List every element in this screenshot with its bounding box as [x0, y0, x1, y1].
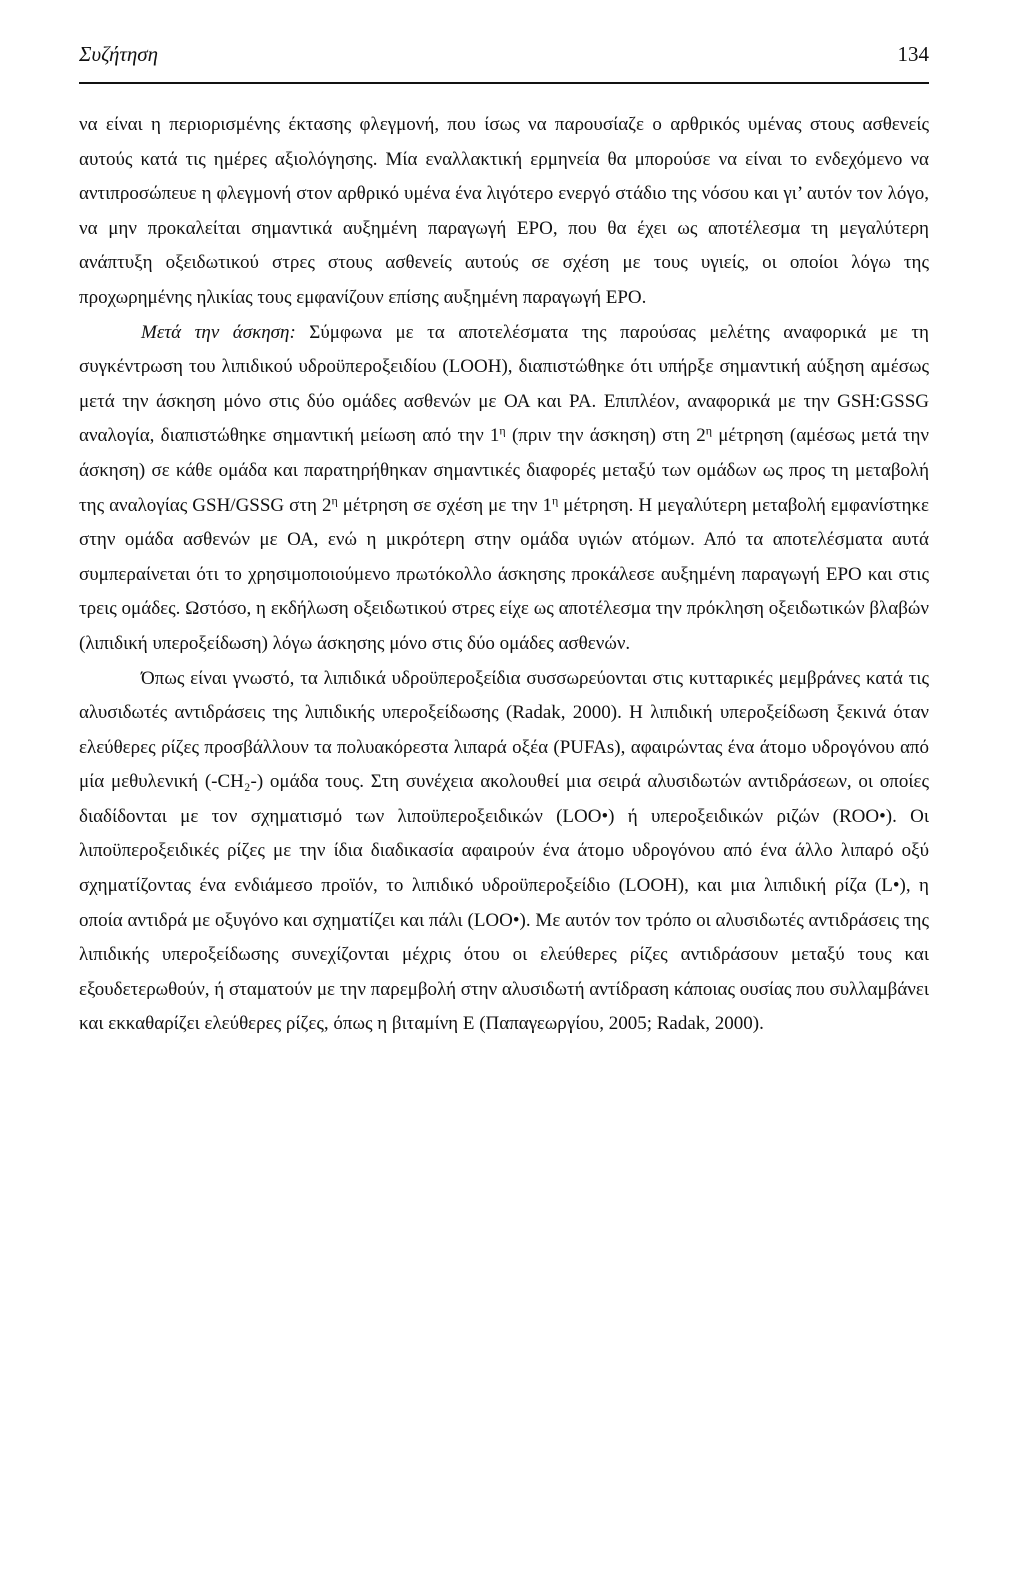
paragraph-after-exercise — [79, 316, 929, 662]
page-number: 134 — [897, 42, 929, 66]
paragraph-text-segment: (πριν την άσκηση) στη 2 — [505, 425, 706, 447]
paragraph-lead-label: Μετά την άσκηση: — [141, 321, 296, 343]
paragraph-text-segment: μέτρηση σε σχέση με την 1 — [337, 494, 552, 516]
ordinal-superscript: η — [705, 423, 712, 438]
paragraph-text-segment: Σύμφωνα με τα αποτελέσματα της παρούσας μελέτης αναφορικά με τη συγκέντρωση του λιπιδικού υδροϋπεροξειδίου (LOOH), διαπιστώθηκε ότι υπήρξε σημαντική αύξηση αμέσως μετά την άσκηση μόνο στις δύο ομάδες ασθενών με ΟΑ και ΡΑ. Επιπλέον, αναφορικά με την GSH:GSSG αναλογία, διαπιστώθηκε σημαντική μείωση από την 1 — [79, 321, 929, 447]
page-body — [79, 108, 929, 1042]
paragraph-text-segment: μέτρηση. Η μεγαλύτερη μεταβολή εμφανίστηκε στην ομάδα ασθενών με ΟΑ, ενώ η μικρότερη στην ομάδα υγιών ατόμων. Από τα αποτελέσματα αυτά συμπεραίνεται ότι το χρησιμοποιούμενο πρωτόκολλο άσκησης προκάλεσε αυξημένη παραγωγή ΕΡΟ και στις τρεις ομάδες. Ωστόσο, η εκδήλωση οξειδωτικού στρες είχε ως αποτέλεσμα την πρόκληση οξειδωτικών βλαβών (λιπιδική υπεροξείδωση) λόγω άσκησης μόνο στις δύο ομάδες ασθενών. — [79, 494, 929, 654]
paragraph-continuation: να είναι η περιορισμένης έκτασης φλεγμονή, που ίσως να παρουσίαζε ο αρθρικός υμένας στους ασθενείς αυτούς κατά τις ημέρες αξιολόγησης. Μία εναλλακτική ερμηνεία θα μπορούσε να είναι το ενδεχόμενο να αντιπροσώπευε η φλεγμονή στον αρθρικό υμένα ένα λιγότερο ενεργό στάδιο της νόσου και γι’ αυτόν τον λόγο, να μην προκαλείται σημαντικά αυξημένη παραγωγή ΕΡΟ, που θα έχει ως αποτέλεσμα τη μεγαλύτερη ανάπτυξη οξειδωτικού στρες στους ασθενείς αυτούς σε σχέση με τους υγιείς, οι οποίοι λόγω της προχωρημένης ηλικίας τους εμφανίζουν επίσης αυξημένη παραγωγή ΕΡΟ. — [79, 114, 929, 308]
ordinal-superscript: η — [499, 423, 506, 438]
running-header — [79, 42, 929, 84]
paragraph-text-segment: μέτρηση (αμέσως μετά την άσκηση) σε κάθε ομάδα και παρατηρήθηκαν σημαντικές διαφορές μεταξύ των ομάδων ως προς τη μεταβολή της αναλογίας GSH/GSSG στη 2 — [79, 425, 929, 516]
section-title: Συζήτηση — [79, 42, 159, 66]
ordinal-superscript: η — [551, 492, 559, 507]
ordinal-superscript: η — [331, 492, 338, 507]
paragraph-lipid-peroxidation: Όπως είναι γνωστό, τα λιπιδικά υδροϋπεροξείδια συσσωρεύονται στις κυτταρικές μεμβράνες κατά τις αλυσιδωτές αντιδράσεις της λιπιδικής υπεροξείδωσης (Radak, 2000). Η λιπιδική υπεροξείδωση ξεκινά όταν ελεύθερες ρίζες προσβάλλουν τα πολυακόρεστα λιπαρά οξέα (PUFAs), αφαιρώντας ένα άτομο υδρογόνου από μία μεθυλενική (-CH₂-) ομάδα τους. Στη συνέχεια ακολουθεί μια σειρά αλυσιδωτών αντιδράσεων, οι οποίες διαδίδονται με τον σχηματισμό των λιποϋπεροξειδικών (LOO•) ή υπεροξειδικών ριζών (ROO•). Οι λιποϋπεροξειδικές ρίζες με την ίδια διαδικασία αφαιρούν ένα άτομο υδρογόνου από ένα άλλο λιπαρό οξύ σχηματίζοντας ένα ενδιάμεσο προϊόν, το λιπιδικό υδροϋπεροξείδιο (LOOH), και μια λιπιδική ρίζα (L•), η οποία αντιδρά με οξυγόνο και σχηματίζει και πάλι (LOO•). Με αυτόν τον τρόπο οι αλυσιδωτές αντιδράσεις της λιπιδικής υπεροξείδωσης συνεχίζονται μέχρις ότου οι ελεύθερες ρίζες αντιδράσουν μεταξύ τους και εξουδετερωθούν, ή σταματούν με την παρεμβολή στην αλυσιδωτή αντίδραση κάποιας ουσίας που συλλαμβάνει και εκκαθαρίζει ελεύθερες ρίζες, όπως η βιταμίνη Ε (Παπαγεωργίου, 2005; Radak, 2000). — [79, 667, 929, 1035]
